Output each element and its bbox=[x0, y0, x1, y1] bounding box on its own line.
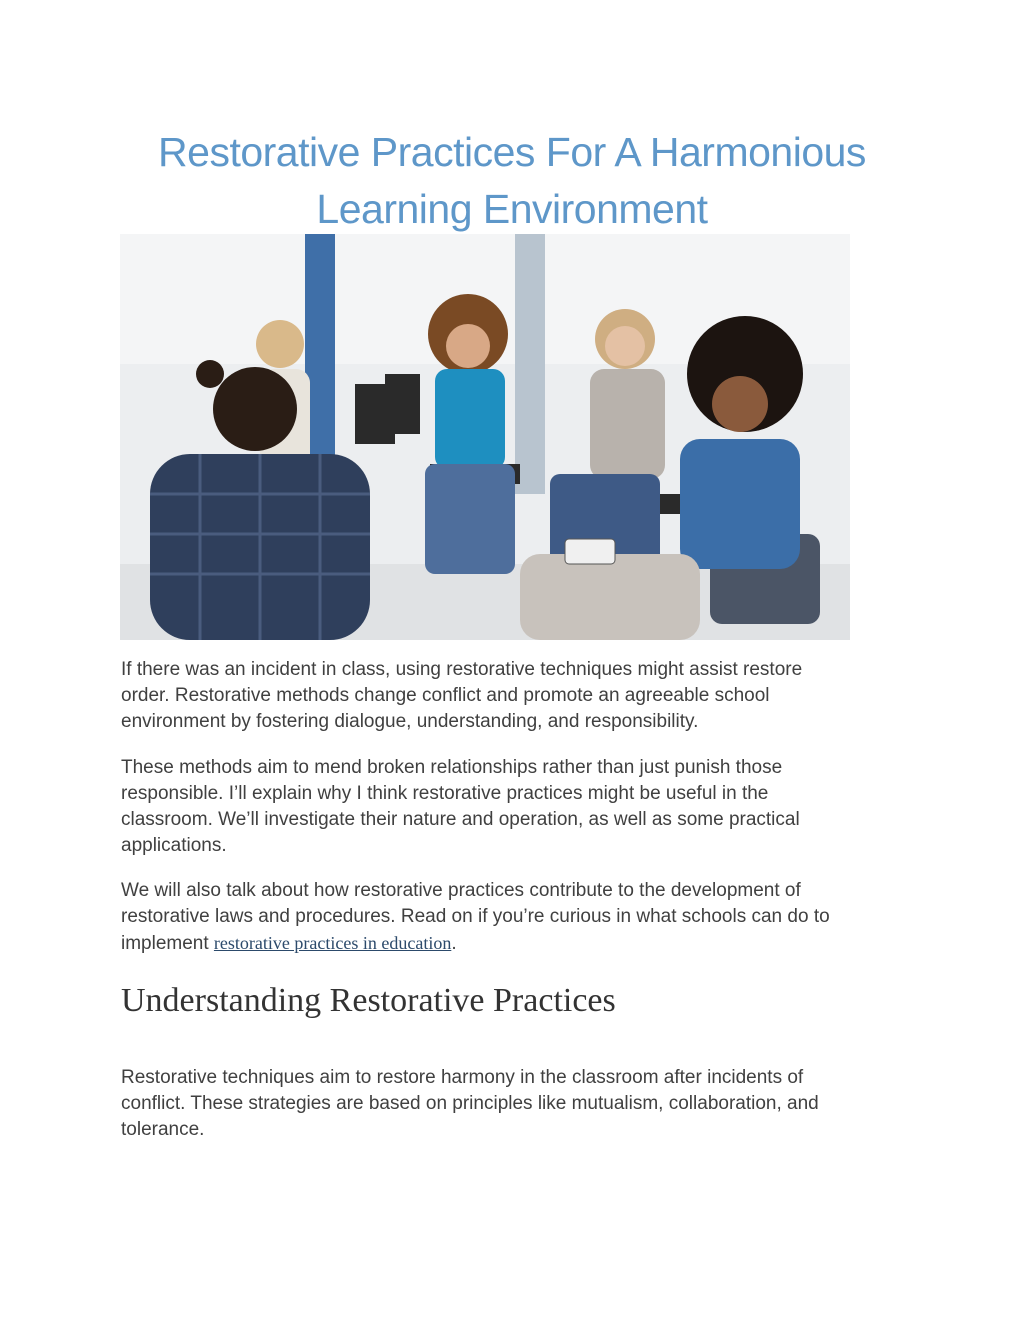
methods-paragraph: These methods aim to mend broken relationships rather than just punish those responsible. I’ll explain why I think restorative practices might be useful in the classroom. We’ll investigate their nature and operation, as well as some practical applications. bbox=[121, 757, 800, 856]
restorative-practices-link[interactable]: restorative practices in education bbox=[213, 933, 452, 953]
section-heading: Understanding Restorative Practices bbox=[121, 982, 616, 1019]
page-title: Restorative Practices For A Harmonious Learning Environment bbox=[158, 129, 866, 232]
intro-paragraph: If there was an incident in class, using restorative techniques might assist restore order. Restorative methods change conflict and promote an agreeable school environment by fostering dialogue, understanding, and responsibility. bbox=[121, 659, 803, 732]
section-paragraph: Restorative techniques aim to restore harmony in the classroom after incidents of conflict. These strategies are based on principles like mutualism, collaboration, and tolerance. bbox=[121, 1067, 819, 1140]
development-paragraph bbox=[121, 878, 891, 957]
paragraph-end: . bbox=[451, 933, 457, 954]
paragraph-text: We will also talk about how restorative practices contribute to the development of restorative laws and procedures. Read on if you’re curious in what schools can do to implement bbox=[121, 880, 830, 954]
classroom-circle-photo bbox=[120, 234, 850, 640]
